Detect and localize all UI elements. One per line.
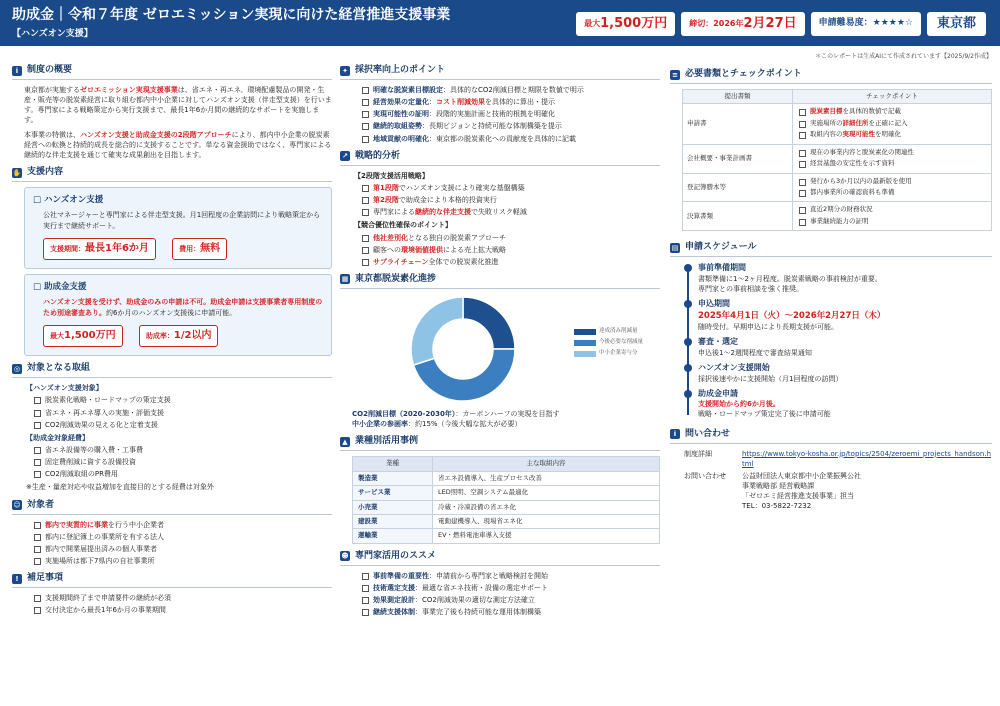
checkbox-icon [34,522,41,529]
table-header: 提出書類 チェックポイント [683,90,992,104]
calendar-icon: ▤ [671,243,679,252]
checkbox-icon [362,609,369,616]
timeline-item: 審査・選定 申込後1〜2週間程度で審査結果通知 [698,336,992,358]
checkbox-icon [362,597,369,604]
checkbox-icon [34,447,41,454]
list-item: 実施場所は都下7県内の自社事業所 [34,556,332,566]
grant-text: ハンズオン支援を受けず、助成金のみの申請は不可。助成金申請は支援事業者専用制度のため別途審査あり。約6か月のハンズオン支援後に申請可能。 [43,298,323,317]
list-item: 支援期間終了まで申請要件の継続が必須 [34,593,332,603]
detail-link[interactable]: https://www.tokyo-kosha.or.jp/topics/2504/zeroemi_projects_handson.html [742,449,992,468]
checkbox-icon [34,546,41,553]
checkbox-icon [362,185,369,192]
legend-item: 今後必要な削減量 [574,339,643,347]
info-icon: i [12,66,22,76]
targets-note: ※生産・量産対応や収益増加を直接目的とする経費は対象外 [26,483,214,492]
tokyo-heading: ▦ 東京都脱炭素化進捗 [340,273,660,289]
checkbox-icon [799,132,806,139]
list-item: 他社差別化となる独自の脱炭素アプローチ [362,233,660,243]
checkbox-icon [799,190,806,197]
tokyo-line-2: 中小企業の参画率：約15%（今後大幅な拡大が必要） [352,420,522,429]
factory-icon: ▲ [340,437,350,447]
checkbox-icon [362,259,369,266]
list-item: 明確な脱炭素目標設定：具体的なCO2削減目標と期限を数値で明示 [362,85,660,95]
table-header: 業種 主な取組内容 [353,457,660,471]
checkbox-icon [34,471,41,478]
table-row: 登記簿謄本等 発行から3か月以内の最新版を使用 都内事業所の確認資料も準備 [683,173,992,202]
checkbox-icon [799,207,806,214]
donut-slice [463,297,515,349]
header-badges [576,12,986,36]
checkbox-icon [34,558,41,565]
handson-box [24,187,332,269]
deadline-badge: 締切：2026年 2月27日 [681,12,804,36]
people-icon: ☺ [13,501,21,510]
checkbox-icon [34,595,41,602]
list-item: 省エネ設備等の購入費・工事費 [34,445,332,455]
list-item: 都内で開業届提出済みの個人事業者 [34,544,332,554]
checkbox-icon [799,109,806,116]
checkbox-icon [362,99,369,106]
ai-note: ＊このレポートは生成AIにて作成されています【2025/9/2作成】 [815,53,992,60]
checkbox-icon [799,179,806,186]
list-item: 固定費削減に資する設備投資 [34,457,332,467]
targets-sub-1: 【ハンズオン支援対象】 [26,384,103,393]
table-row: サービス業 LED照明、空調システム最適化 [353,486,660,500]
list-item: 第1段階でハンズオン支援により確実な基盤構築 [362,183,660,193]
contact-detail-row: 制度詳細 https://www.tokyo-kosha.or.jp/topics/2504/zeroemi_projects_handson.html [684,449,992,468]
timeline-item: 助成金申請 支援開始から約6か月後。 戦略・ロードマップ策定完了後に申請可能 [698,388,992,420]
timeline-item: 申込期間 2025年4月1日（火）〜2026年2月27日（木） 随時受付。早期申込により長期支援が可能。 [698,298,992,332]
industry-table [352,456,660,544]
donut-chart [408,294,518,404]
donut-chart-area [340,294,660,409]
grant-box [24,274,332,356]
building-icon: ▦ [341,275,349,284]
docs-table [682,89,992,231]
list-item: 効果測定設計：CO2削減効果の適切な測定方法確立 [362,595,660,605]
industry-heading: ▲ 業種別活用事例 [340,435,660,451]
checkbox-icon [799,161,806,168]
schedule-heading: ▤ 申請スケジュール [670,241,992,257]
amount-badge: 最大 1,500万円 [576,12,675,36]
legend-item: 中小企業寄与分 [574,350,643,358]
points-heading: ✦ 採択率向上のポイント [340,64,660,80]
handson-text: 公社マネージャーと専門家による伴走型支援。月1回程度の企業訪問により戦略策定から実行まで継続サポート。 [43,211,321,230]
contact-row: お問い合わせ 公益財団法人東京都中小企業振興公社 事業戦略部 経営戦略課 「ゼロエミ経営推進支援事業」担当 TEL：03-5822-7232 [684,471,861,511]
docs-heading: ≡ 必要書類とチェックポイント [670,68,992,84]
left-column [12,58,332,618]
target-icon: ◎ [13,364,21,373]
cost-pill: 費用：無料 [172,238,227,261]
document-icon: ≡ [670,70,680,80]
list-item: 技術選定支援：最適な省エネ技術・設備の選定サポート [362,583,660,593]
header-bar [0,0,1000,46]
checkbox-icon [34,459,41,466]
table-row: 建設業 電動建機導入、現場省エネ化 [353,514,660,528]
checkbox-icon [799,121,806,128]
table-row: 決算書類 直近2期分の財務状況 事業継続能力の証明 [683,202,992,231]
checkbox-icon [799,150,806,157]
info-icon: i [670,429,680,439]
warning-icon: ! [12,574,22,584]
checkbox-icon [34,607,41,614]
timeline-item: 事前準備期間 書類準備に1〜2ヶ月程度。脱炭素戦略の事前検討が重要。 専門家との事前相談を強く推奨。 [698,262,992,294]
right-column [670,58,992,513]
checkbox-icon [362,247,369,254]
list-item: 継続支援体制：事業完了後も持続可能な運用体制構築 [362,607,660,617]
table-row: 会社概要・事業計画書 現在の事業内容と脱炭素化の関連性 経営基盤の安定性を示す資料 [683,144,992,173]
checkbox-icon [34,534,41,541]
notes-heading: ! 補足事項 [12,572,332,588]
page-title: 助成金｜令和７年度 ゼロエミッション実現に向けた経営推進支援事業 [12,7,451,23]
strategy-heading: ↗ 戦略的分析 [340,150,660,166]
list-item: 継続的取組姿勢：長期ビジョンと持続可能な体制構築を提示 [362,121,660,131]
checkbox-icon [362,136,369,143]
overview-paragraph-2: 本事業の特徴は、ハンズオン支援と助成金支援の2段階アプローチにより、都内中小企業の脱炭素経営への転換と持続的成長を総合的に支援することです。単なる資金援助ではなく、専門家による継続的な伴走支援を通じて確実な成果創出を目指します。 [24,130,332,159]
list-item: 顧客への環境価値提供による売上拡大戦略 [362,245,660,255]
difficulty-badge: 申請難易度：★★★★☆ [811,12,921,36]
list-item: 都内に登記簿上の事業所を有する法人 [34,532,332,542]
handson-title: □ ハンズオン支援 [33,195,104,206]
list-item: 交付決定から最長1年6か月の事業期間 [34,605,332,615]
table-row: 運輸業 EV・燃料電池車導入支援 [353,529,660,543]
checkbox-icon [362,87,369,94]
chart-line-icon: ↗ [340,151,350,161]
checkbox-icon [34,397,41,404]
table-row: 申請書 脱炭素目標を具体的数値で記載 実施場所の詳細住所を正確に記入 取組内容の実現可能性を明確化 [683,104,992,144]
list-item: 都内で実質的に事業を行う中小企業者 [34,520,332,530]
tokyo-line-1: CO2削減目標（2020-2030年）：カーボンハーフの実現を目指す [352,409,560,418]
checkbox-icon [34,422,41,429]
overview-heading: i 制度の概要 [12,64,332,80]
list-item: 脱炭素化戦略・ロードマップの策定支援 [34,395,332,405]
overview-paragraph-1: 東京都が実施するゼロエミッション実現支援事業は、省エネ・再エネ、環境配慮製品の開発・生産・販売等の脱炭素経営に取り組む都内中小企業に対してハンズオン支援（伴走型支援）を行います。専門家による戦略策定から実行支援まで、最長1年6か月間の継続的なサポートを実施します。 [24,86,332,125]
checkbox-icon [799,219,806,226]
docs-table-wrap [682,89,992,231]
targets-sub-2: 【助成金対象経費】 [26,433,89,442]
support-heading: ✋ 支援内容 [12,166,332,182]
industry-table-wrap [352,456,660,544]
list-item: 省エネ・再エネ導入の実施・評価支援 [34,408,332,418]
checkbox-icon [362,209,369,216]
list-item: 地域貢献の明確化：東京都の脱炭素化への貢献度を具体的に記載 [362,134,660,144]
eligible-heading: ☺ 対象者 [12,499,332,515]
timeline-item: ハンズオン支援開始 採択後速やかに支援開始（月1回程度の訪問） [698,362,992,384]
list-item: CO2削減取組のPR費用 [34,469,332,479]
contact-heading: i 問い合わせ [670,428,992,444]
grant-rate-pill: 助成率：1/2以内 [139,325,219,348]
middle-column [340,58,660,619]
list-item: CO2削減効果の見える化と定着支援 [34,420,332,430]
expert-heading: ☻ 専門家活用のススメ [340,550,660,566]
checkbox-icon [362,235,369,242]
strategy-sub-1: 【2段階支援活用戦略】 [354,171,429,180]
checkbox-icon [362,123,369,130]
list-item: 専門家による継続的な伴走支援で失敗リスク軽減 [362,207,660,217]
donut-slice [411,297,463,365]
table-row: 小売業 冷蔵・冷凍設備の省エネ化 [353,500,660,514]
person-icon: ☻ [341,552,349,561]
grant-title: □ 助成金支援 [33,282,87,293]
list-item: 実現可能性の証明：段階的実施計画と技術的根拠を明確化 [362,109,660,119]
max-amount-pill: 最大1,500万円 [43,325,123,348]
list-item: 第2段階で助成金により本格的投資実行 [362,195,660,205]
checkbox-icon [362,585,369,592]
legend-item: 達成済み削減量 [574,328,643,336]
targets-heading: ◎ 対象となる取組 [12,362,332,378]
checkbox-icon [362,197,369,204]
checkbox-icon [34,410,41,417]
list-item: 経営効果の定量化：コスト削減効果を具体的に算出・提示 [362,97,660,107]
checkbox-icon [362,573,369,580]
support-period-pill: 支援期間：最長1年6か月 [43,238,156,261]
handshake-icon: ✋ [12,168,22,177]
lightbulb-icon: ✦ [340,66,350,76]
strategy-sub-2: 【競合優位性確保のポイント】 [354,221,452,230]
chart-legend [574,328,643,361]
checkbox-icon [362,111,369,118]
table-row: 製造業 省エネ設備導入、生産プロセス改善 [353,471,660,485]
page-subtitle: 【ハンズオン支援】 [12,29,93,39]
list-item: サプライチェーン全体での脱炭素化推進 [362,257,660,267]
list-item: 事前準備の重要性：申請前から専門家と戦略検討を開始 [362,571,660,581]
region-badge: 東京都 [927,12,986,36]
schedule-timeline [684,262,992,419]
